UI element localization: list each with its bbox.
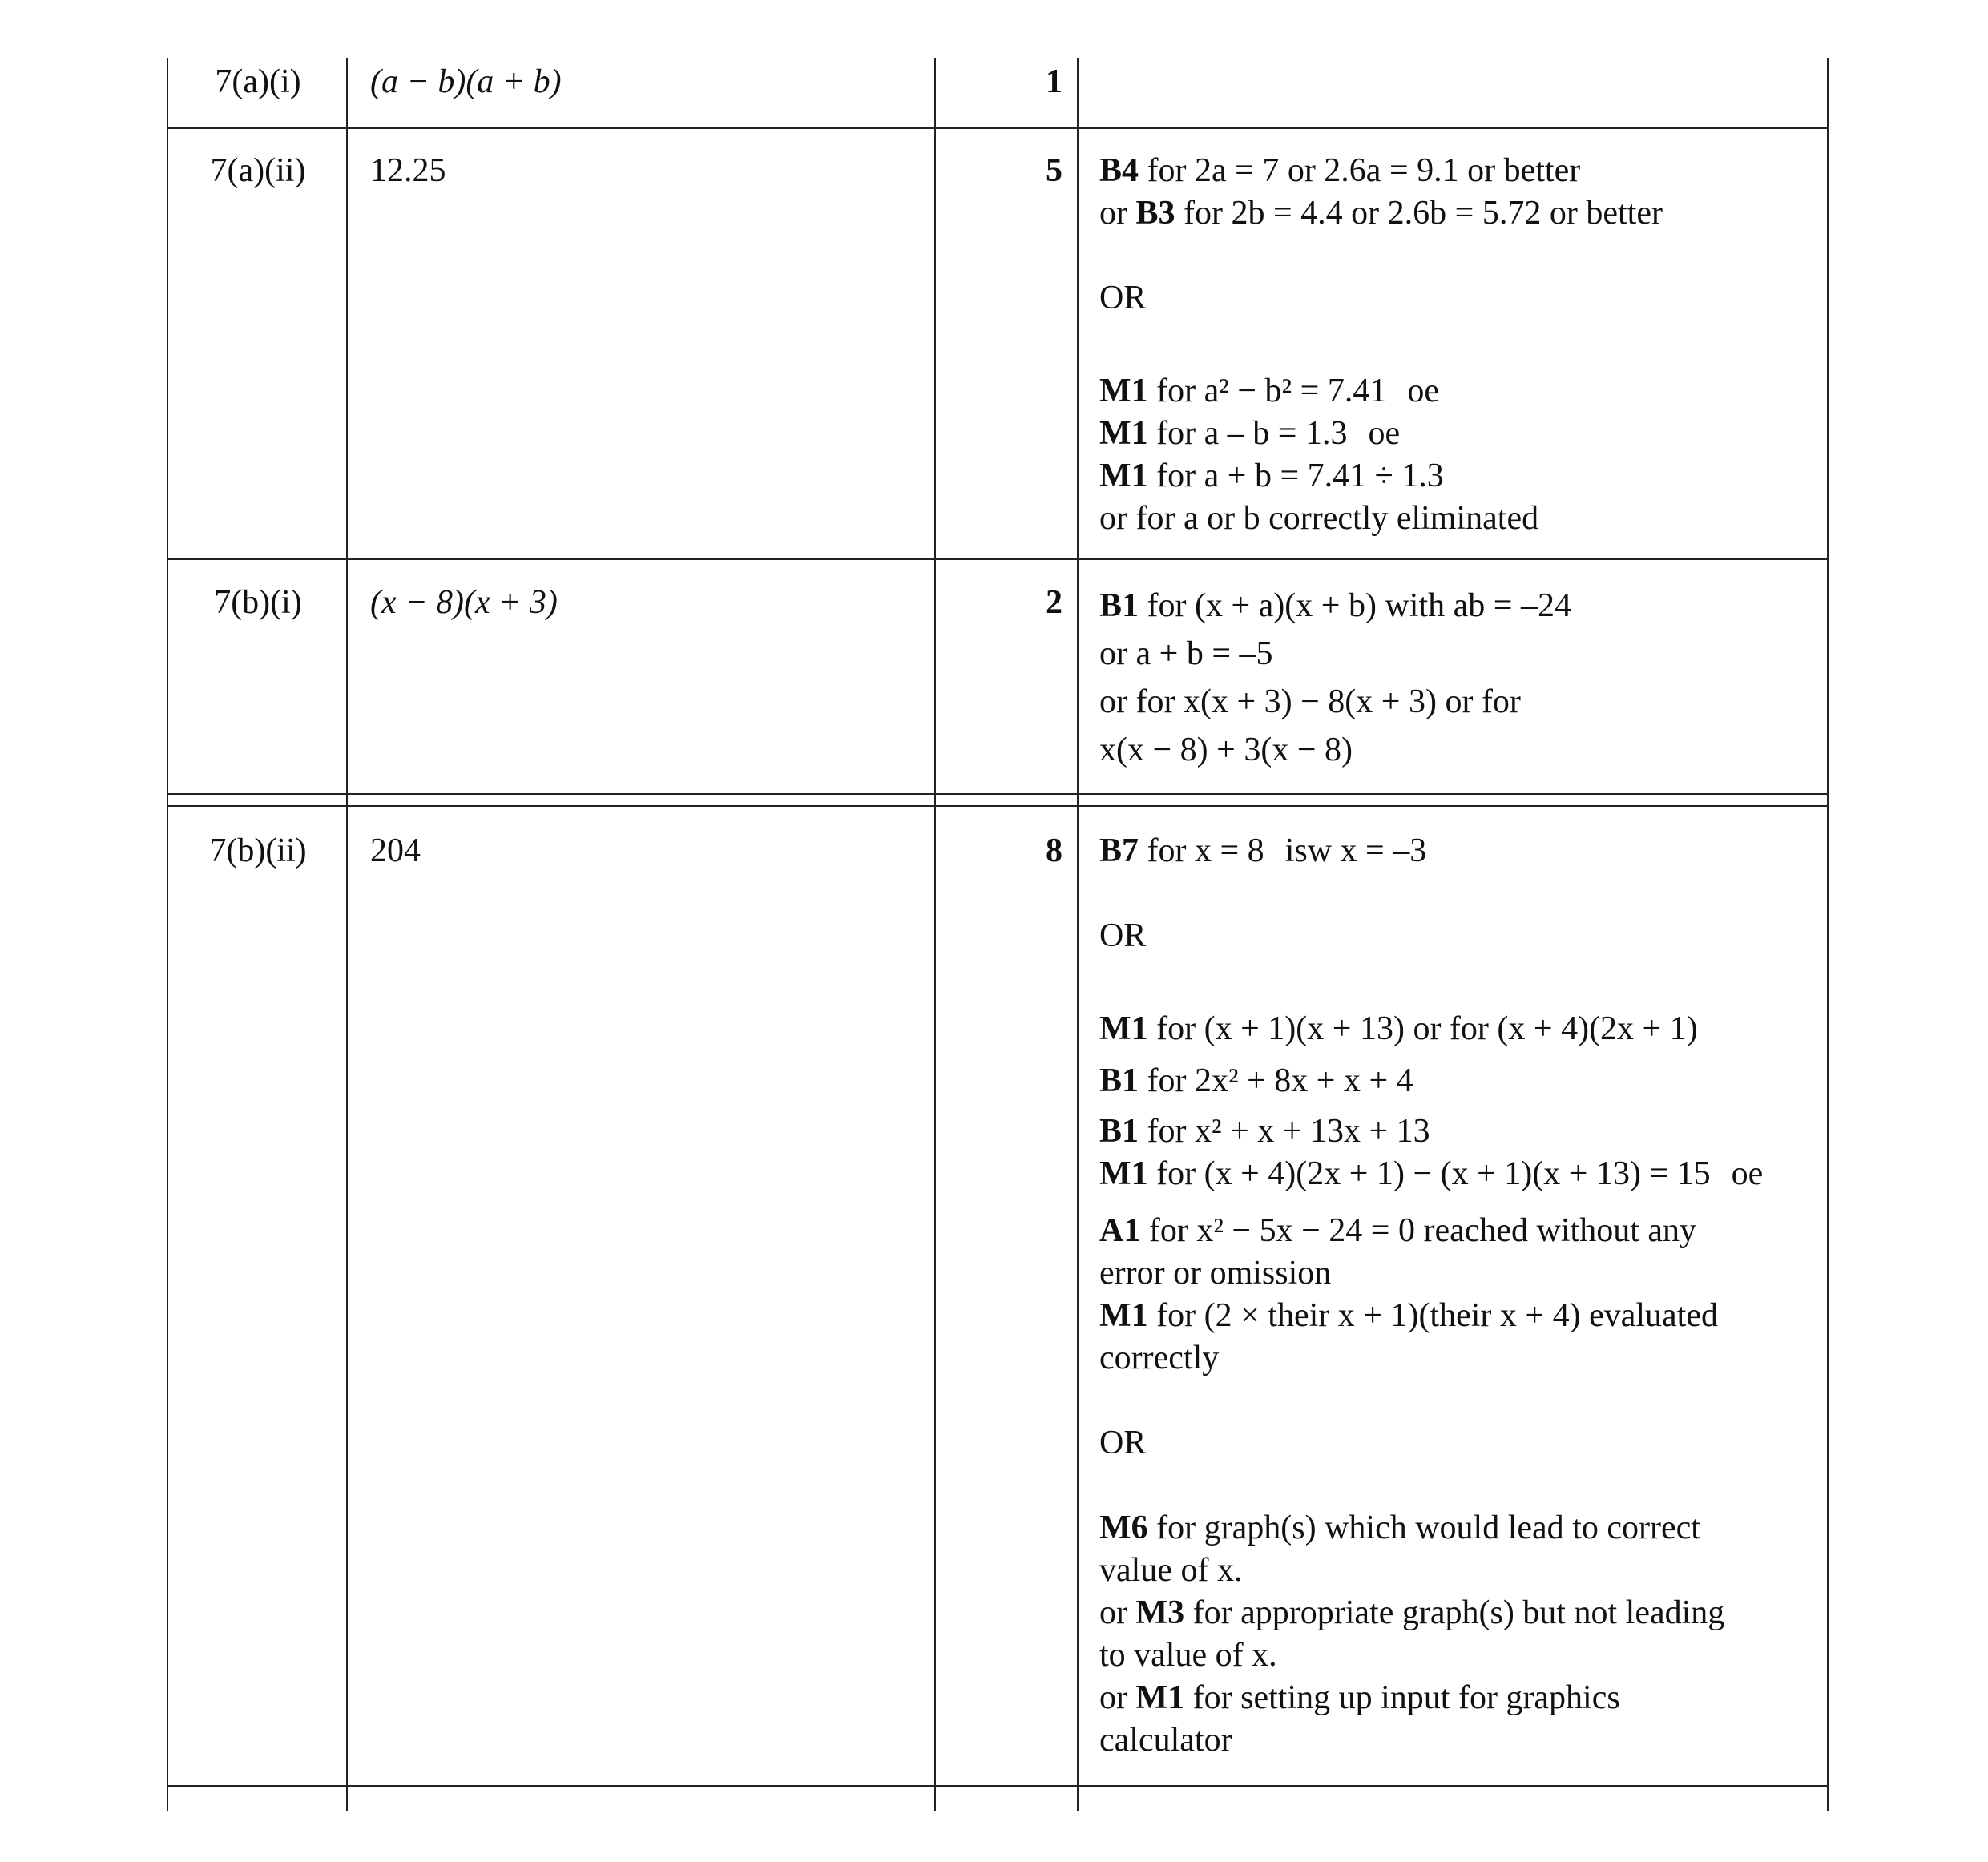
- table-row: [168, 61, 348, 103]
- question-number: 7(b)(i): [214, 584, 302, 621]
- question-number: 7(b)(ii): [209, 832, 307, 869]
- guidance-line: or a + b = –5: [1099, 635, 1273, 672]
- table-row: [168, 150, 348, 192]
- marks-value: 5: [1046, 152, 1063, 189]
- guidance-line: B1 for 2x² + 8x + x + 4: [1099, 1062, 1413, 1099]
- guidance-line: B4 for 2a = 7 or 2.6a = 9.1 or better: [1099, 152, 1581, 189]
- guidance-line: M1 for (x + 4)(2x + 1) − (x + 1)(x + 13) = 15 oe: [1099, 1155, 1764, 1192]
- marks-cell: [939, 150, 1063, 192]
- guidance-cell: [1099, 582, 1571, 774]
- answer-cell: [370, 582, 558, 624]
- answer-text: (x − 8)(x + 3): [370, 584, 558, 621]
- marks-value: 1: [1046, 63, 1063, 100]
- table-border-right: [1827, 58, 1829, 1811]
- row-divider-3b: [167, 805, 1829, 807]
- column-divider-answer: [346, 58, 348, 1811]
- guidance-line: M1 for a – b = 1.3 oe: [1099, 415, 1401, 452]
- row-divider-3a: [167, 793, 1829, 795]
- row-divider-1: [167, 127, 1829, 129]
- guidance-cell: [1099, 150, 1663, 540]
- guidance-line: B7 for x = 8 isw x = –3: [1099, 832, 1427, 869]
- column-divider-marks: [934, 58, 936, 1811]
- guidance-line: calculator: [1099, 1722, 1232, 1759]
- guidance-line: M1 for a + b = 7.41 ÷ 1.3: [1099, 457, 1444, 494]
- guidance-line: to value of x.: [1099, 1637, 1277, 1674]
- marks-value: 8: [1046, 832, 1063, 869]
- guidance-line: value of x.: [1099, 1552, 1243, 1589]
- table-row: [168, 830, 348, 873]
- guidance-line: A1 for x² − 5x − 24 = 0 reached without any: [1099, 1212, 1696, 1249]
- guidance-line: x(x − 8) + 3(x − 8): [1099, 732, 1353, 768]
- guidance-line: correctly: [1099, 1340, 1220, 1376]
- guidance-line: or M3 for appropriate graph(s) but not leading: [1099, 1594, 1725, 1631]
- marks-value: 2: [1046, 584, 1063, 621]
- answer-cell: [370, 830, 421, 873]
- guidance-line: or M1 for setting up input for graphics: [1099, 1679, 1620, 1716]
- guidance-line: or for a or b correctly eliminated: [1099, 500, 1539, 537]
- question-number: 7(a)(ii): [210, 152, 306, 189]
- guidance-line: M1 for (2 × their x + 1)(their x + 4) evaluated: [1099, 1297, 1718, 1334]
- marks-cell: [939, 830, 1063, 873]
- column-divider-guidance: [1077, 58, 1079, 1811]
- guidance-line: M1 for a² − b² = 7.41 oe: [1099, 373, 1439, 409]
- guidance-line: or B3 for 2b = 4.4 or 2.6b = 5.72 or better: [1099, 195, 1663, 232]
- marks-cell: [939, 582, 1063, 624]
- guidance-line: B1 for x² + x + 13x + 13: [1099, 1113, 1430, 1150]
- answer-cell: [370, 150, 446, 192]
- question-number: 7(a)(i): [215, 63, 301, 100]
- guidance-line: M6 for graph(s) which would lead to correct: [1099, 1509, 1700, 1546]
- guidance-line: or for x(x + 3) − 8(x + 3) or for: [1099, 683, 1521, 720]
- marks-cell: [939, 61, 1063, 103]
- table-row: [168, 582, 348, 624]
- guidance-or: OR: [1099, 1425, 1147, 1461]
- guidance-or: OR: [1099, 917, 1147, 954]
- table-border-left: [167, 58, 168, 1811]
- guidance-or: OR: [1099, 280, 1147, 316]
- answer-cell: [370, 61, 562, 103]
- row-divider-4: [167, 1785, 1829, 1787]
- guidance-line: M1 for (x + 1)(x + 13) or for (x + 4)(2x + 1): [1099, 1010, 1698, 1047]
- answer-text: 12.25: [370, 152, 446, 189]
- guidance-line: error or omission: [1099, 1255, 1332, 1292]
- answer-text: 204: [370, 832, 421, 869]
- guidance-cell: [1099, 830, 1763, 1762]
- guidance-line: B1 for (x + a)(x + b) with ab = –24: [1099, 587, 1571, 624]
- answer-text: (a − b)(a + b): [370, 63, 562, 100]
- row-divider-2: [167, 558, 1829, 560]
